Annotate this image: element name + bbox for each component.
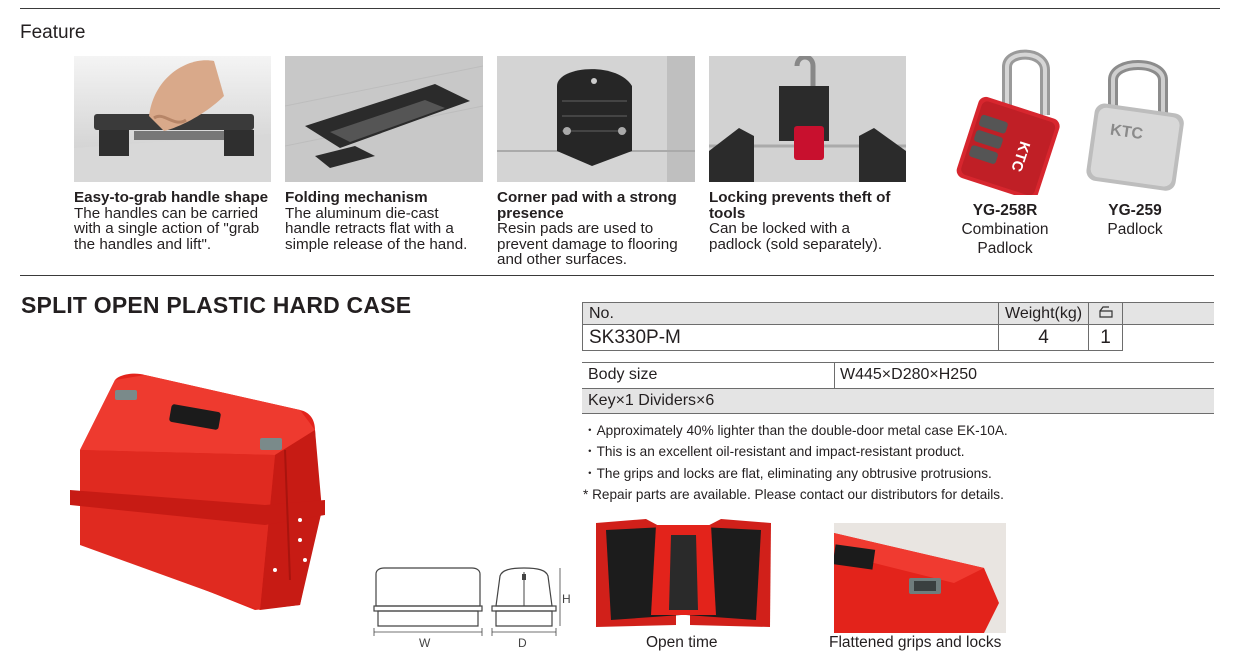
- feature-text-line: with a single action of "grab: [74, 220, 260, 237]
- feature-text-line: Resin pads are used to: [497, 220, 654, 237]
- feature-heading: Feature: [20, 22, 86, 43]
- product-notes: [583, 420, 1008, 505]
- open-time-caption: Open time: [646, 634, 718, 651]
- feature-text-line: The aluminum die-cast: [285, 204, 439, 222]
- padlock-desc: Combination: [961, 221, 1049, 238]
- table-header-no: No.: [583, 303, 999, 325]
- feature-heading-corner-2: presence: [497, 204, 564, 222]
- dimension-h-label: H: [562, 592, 571, 606]
- feature-text-line: prevent damage to flooring: [497, 235, 678, 253]
- feature-caption-locking: [709, 190, 909, 252]
- dimension-drawing-front: [372, 566, 484, 636]
- folding-handle-photo: [285, 56, 483, 182]
- table-header-weight: Weight(kg): [999, 303, 1089, 325]
- table-header-box: [1089, 303, 1123, 325]
- svg-text:KTC: KTC: [1109, 121, 1145, 144]
- dimension-drawing-side: [490, 566, 565, 636]
- accessories-text: Key×1 Dividers×6: [588, 392, 715, 409]
- table-cell-empty: [1123, 325, 1214, 351]
- feature-text-line: handle retracts flat with a: [285, 220, 454, 237]
- red-case-image: [60, 370, 335, 615]
- section-divider: [20, 275, 1214, 276]
- body-size-row: [582, 362, 1214, 389]
- body-size-label: Body size: [588, 366, 658, 383]
- feature-heading-locking: Locking prevents theft of: [709, 189, 891, 206]
- feature-heading-locking-2: tools: [709, 204, 746, 222]
- feature-caption-handle: [74, 190, 274, 252]
- top-divider: [20, 8, 1220, 9]
- padlock-caption-combination: [945, 201, 1065, 258]
- handle-photo: [74, 56, 271, 182]
- padlock-model: YG-258R: [972, 202, 1038, 219]
- feature-heading-folding: Folding mechanism: [285, 189, 428, 206]
- note-line: ・Approximately 40% lighter than the double-door metal case EK-10A.: [583, 423, 1008, 438]
- feature-text-line: the handles and lift".: [74, 235, 212, 253]
- svg-text:KTC: KTC: [1007, 139, 1034, 174]
- dimension-d-label: D: [518, 636, 527, 650]
- corner-pad-photo: [497, 56, 695, 182]
- combination-padlock-image: [945, 45, 1060, 195]
- note-line: ・This is an excellent oil-resistant and impact-resistant product.: [583, 444, 965, 460]
- feature-text-line: The handles can be carried: [74, 204, 259, 222]
- table-cell-qty: 1: [1089, 325, 1123, 351]
- feature-text-line: simple release of the hand.: [285, 235, 468, 253]
- spec-table: [582, 302, 1214, 351]
- padlock-image: [1078, 58, 1190, 193]
- padlock-caption-plain: [1080, 201, 1190, 239]
- feature-text-line: Can be locked with a: [709, 220, 850, 237]
- table-header-empty: [1123, 303, 1214, 325]
- flattened-caption: Flattened grips and locks: [829, 634, 1002, 651]
- table-cell-model: SK330P-M: [583, 325, 999, 351]
- product-title: SPLIT OPEN PLASTIC HARD CASE: [21, 292, 412, 318]
- body-size-divider: [834, 363, 835, 389]
- feature-text-line: padlock (sold separately).: [709, 235, 883, 253]
- body-size-value: W445×D280×H250: [840, 366, 977, 383]
- feature-caption-corner: [497, 190, 697, 268]
- feature-heading-handle: Easy-to-grab handle shape: [74, 189, 269, 206]
- accessories-row: [582, 389, 1214, 414]
- padlock-desc: Padlock: [1107, 221, 1163, 238]
- feature-caption-folding: [285, 190, 485, 252]
- flattened-grips-image: [834, 523, 1006, 633]
- open-case-image: [586, 515, 780, 633]
- note-line: ・The grips and locks are flat, eliminating any obtrusive protrusions.: [583, 465, 992, 481]
- table-cell-weight: 4: [999, 325, 1089, 351]
- locking-photo: [709, 56, 906, 182]
- box-icon: [1099, 306, 1113, 318]
- padlock-model: YG-259: [1108, 202, 1162, 219]
- feature-heading-corner: Corner pad with a strong: [497, 189, 677, 206]
- dimension-w-label: W: [419, 636, 431, 650]
- feature-text-line: and other surfaces.: [497, 251, 628, 268]
- note-line: * Repair parts are available. Please contact our distributors for details.: [583, 486, 1004, 502]
- padlock-desc: Padlock: [977, 240, 1033, 257]
